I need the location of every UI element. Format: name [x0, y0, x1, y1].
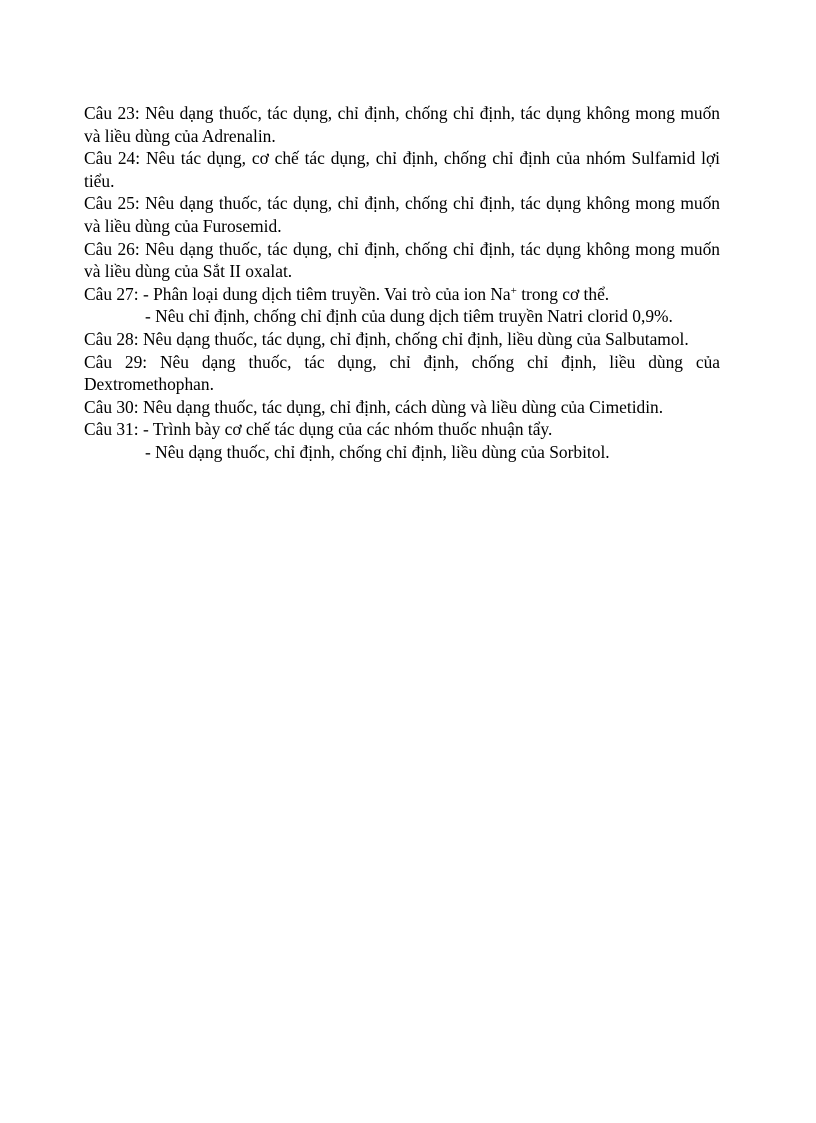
question-31: [84, 418, 720, 463]
question-label: Câu 23:: [84, 103, 140, 123]
question-29: [84, 351, 720, 396]
question-text: - Phân loại dung dịch tiêm truyền. Vai trò của ion Na: [142, 283, 511, 304]
question-text: trong cơ thể.: [516, 283, 610, 304]
question-27: [84, 283, 720, 328]
question-text: Nêu dạng thuốc, tác dụng, chỉ định, chống chỉ định, tác dụng không mong muốn và liều dùng của Sắt II oxalat.: [84, 238, 720, 282]
question-27-part-2: - Nêu chỉ định, chống chỉ định của dung dịch tiêm truyền Natri clorid 0,9%.: [145, 306, 673, 327]
superscript-plus: +: [510, 284, 517, 297]
question-25: [84, 192, 720, 237]
question-label: Câu 28:: [84, 328, 139, 349]
question-text: Nêu dạng thuốc, tác dụng, chỉ định, chống chỉ định, tác dụng không mong muốn và liều dùng của Furosemid.: [84, 193, 720, 236]
question-30: [84, 396, 720, 419]
question-23: [84, 102, 720, 147]
question-31-part-2: - Nêu dạng thuốc, chỉ định, chống chỉ định, liều dùng của Sorbitol.: [145, 441, 610, 462]
question-28: [84, 328, 720, 351]
question-label: Câu 25:: [84, 193, 140, 214]
question-label: Câu 24:: [84, 148, 141, 169]
question-27-part-1: [84, 283, 720, 306]
question-text: Nêu tác dụng, cơ chế tác dụng, chỉ định, chống chỉ định của nhóm Sulfamid lợi tiểu.: [84, 148, 721, 191]
question-text: Nêu dạng thuốc, tác dụng, chỉ định, chống chỉ định, liều dùng của Dextromethophan.: [84, 351, 720, 395]
question-label: Câu 27:: [84, 283, 139, 304]
question-text: - Trình bày cơ chế tác dụng của các nhóm thuốc nhuận tẩy.: [142, 419, 553, 440]
question-31-part-1: [84, 418, 720, 441]
question-label: Câu 31:: [84, 419, 139, 440]
question-text: Nêu dạng thuốc, tác dụng, chỉ định, chống chỉ định, liều dùng của Salbutamol.: [142, 328, 689, 349]
question-label: Câu 30:: [84, 396, 139, 417]
document-page: [84, 102, 720, 464]
question-text: Nêu dạng thuốc, tác dụng, chỉ định, cách dùng và liều dùng của Cimetidin.: [142, 396, 664, 417]
question-label: Câu 29:: [84, 351, 148, 372]
question-26: [84, 238, 720, 283]
question-text: Nêu dạng thuốc, tác dụng, chỉ định, chống chỉ định, tác dụng không mong muốn và liều dùng của Adrenalin.: [84, 103, 720, 146]
question-label: Câu 26:: [84, 238, 140, 259]
question-24: [84, 147, 720, 192]
